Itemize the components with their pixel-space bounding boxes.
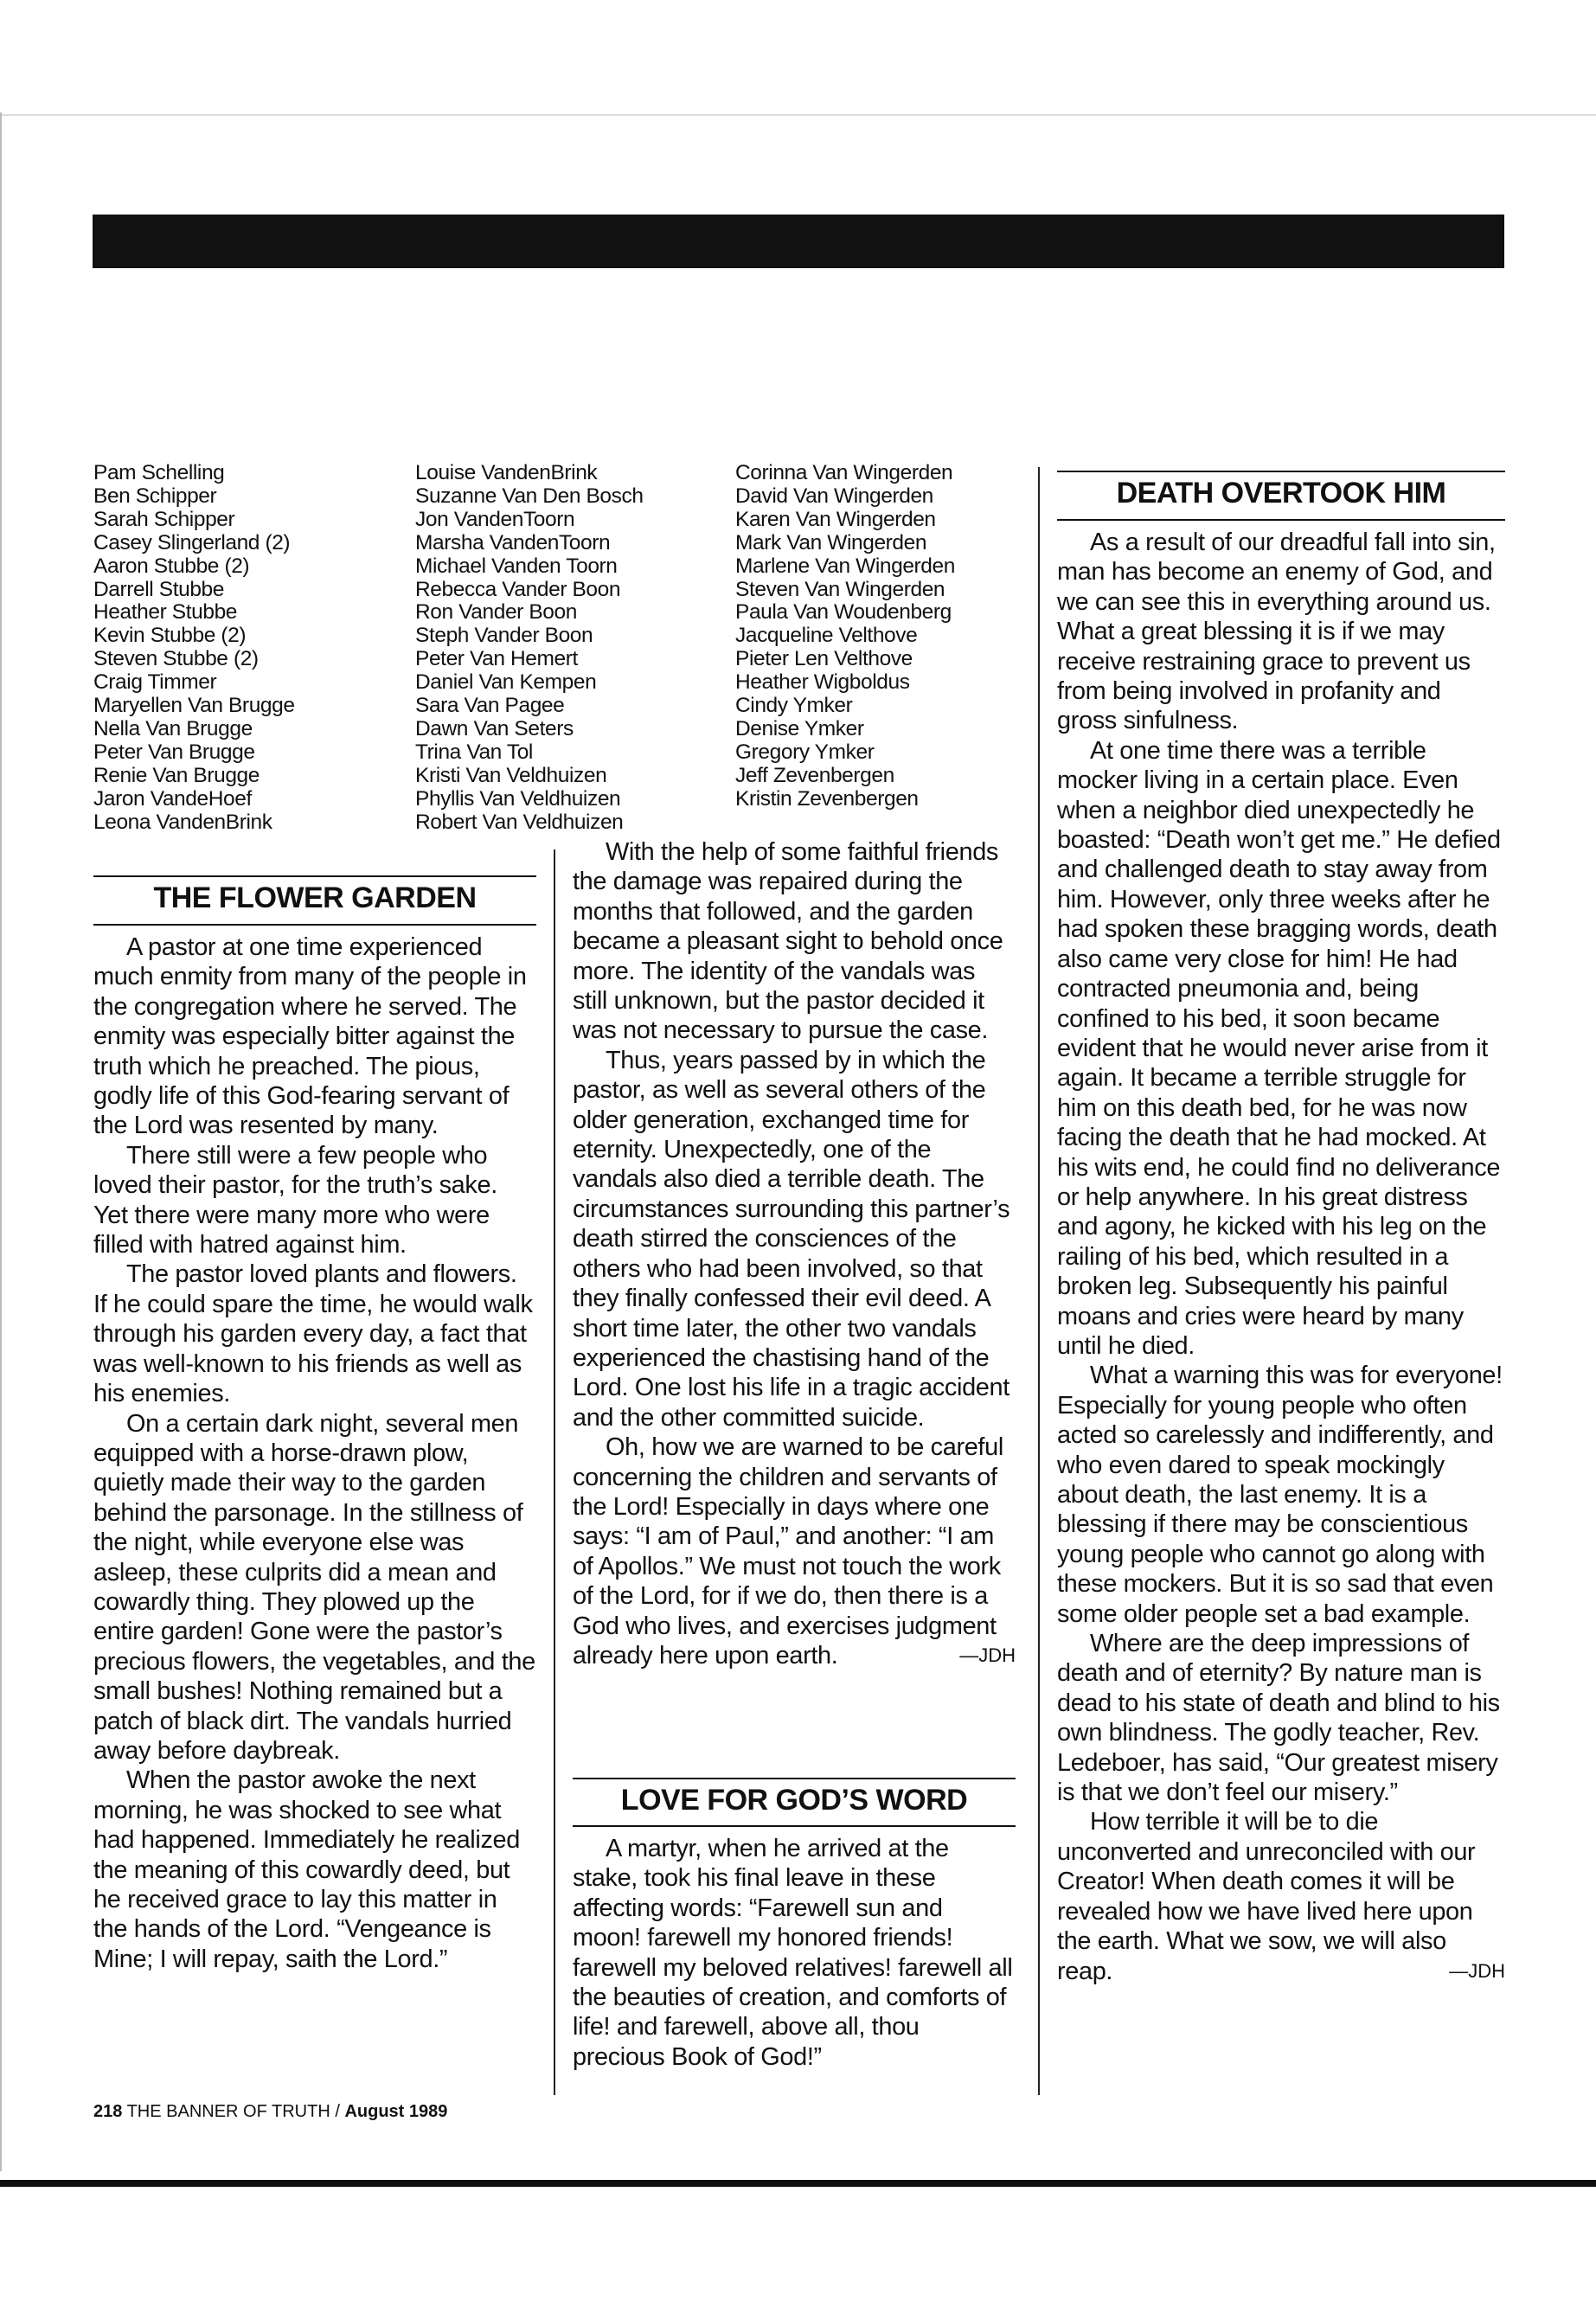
rule-flower-top — [93, 875, 536, 877]
list-item: Pieter Len Velthove — [735, 647, 913, 671]
page-footer — [93, 2102, 447, 2122]
list-item: Robert Van Veldhuizen — [415, 810, 624, 834]
list-item: Casey Slingerland (2) — [93, 530, 291, 554]
paragraph: At one time there was a terrible mocker living in a certain place. Even when a neighbor died unexpectedly he boasted: “Death won’t get me.” He defied and challenged death to stay away from him. However, only three weeks after he had spoken these bragging words, death also came very close for him! He had contracted pneumonia and, being confined to his bed, it soon became evident that he would never arise from it again. It became a terrible struggle for him on this death bed, for he was now facing the death that he had mocked. At his wits end, he could find no deliverance or help anywhere. In his great distress and agony, he kicked with his leg on the railing of his bed, which resulted in a broken leg. Subsequently his painful moans and cries were heard by many until he died. — [1057, 736, 1501, 1360]
headline-death-overtook-him: DEATH OVERTOOK HIM — [1116, 477, 1446, 510]
list-item: Karen Van Wingerden — [735, 507, 936, 531]
page-edge-bottom — [0, 2180, 1596, 2187]
paragraph: There still were a few people who loved their pastor, for the truth’s sake. Yet there were many more who were filled with hatred against him. — [93, 1141, 497, 1259]
list-item: Peter Van Hemert — [415, 647, 578, 671]
paragraph-text: How terrible it will be to die unconverted and unreconciled with our Creator! When death comes it will be revealed how we have lived here upon the earth. What we sow, we will also reap. — [1057, 1808, 1476, 1985]
list-item: Ron Vander Boon — [415, 600, 577, 625]
list-item: Jon VandenToorn — [415, 507, 575, 531]
list-item: Phyllis Van Veldhuizen — [415, 786, 621, 811]
list-item: Daniel Van Kempen — [415, 670, 597, 695]
paragraph: On a certain dark night, several men equipped with a horse-drawn plow, quietly made their way to the garden behind the parsonage. In the stillness of the night, while everyone else was asleep, these culprits did a mean and cowardly thing. They plowed up the entire garden! Gone were the pastor’s precious flowers, the vegetables, and the small bushes! Nothing remained but a patch of black dirt. The vandals hurried away before daybreak. — [93, 1409, 535, 1765]
page-edge-top — [0, 114, 1596, 116]
signoff-flower: —JDH — [959, 1644, 1016, 1666]
list-item: Leona VandenBrink — [93, 810, 272, 834]
list-item: Rebecca Vander Boon — [415, 577, 621, 601]
names-column-3 — [735, 462, 955, 811]
list-item: Craig Timmer — [93, 670, 217, 695]
paragraph: As a result of our dreadful fall into sin, man has become an enemy of God, and we can see this in everything around us. What a great blessing it is if we may receive restraining grace to prevent us from being involved in profanity and gross sinfulness. — [1057, 529, 1496, 735]
column-rule-right — [1038, 467, 1040, 2095]
paragraph: A pastor at one time experienced much enmity from many of the people in the congregation where he served. The enmity was especially bitter against the truth which he preached. The pious, godly life of this God-fearing servant of the Lord was resented by many. — [93, 933, 527, 1140]
paragraph-text: Oh, how we are warned to be careful concerning the children and servants of the Lord! Especially in days where one says: “I am of Paul,” and another: “I am of Apollos.” We must not touch the work of the Lord, for if we do, then there is a God who lives, and exercises judgment already here upon earth. — [573, 1433, 1003, 1670]
paragraph: A martyr, when he arrived at the stake, took his final leave in these affecting words: “Farewell sun and moon! farewell my honored friends! farewell my beloved relatives! farewell all the beauties of creation, and comforts of life! and farewell, above all, thou precious Book of God!” — [573, 1835, 1013, 2071]
list-item: Kristin Zevenbergen — [735, 786, 919, 811]
paragraph: What a warning this was for everyone! Especially for young people who often acted so carelessly and indifferently, and who even dared to speak mockingly about death, the last enemy. It is a blessing if there may be conscientious young people who cannot go along with these mockers. But it is so sad that even some older people set a bad example. — [1057, 1362, 1503, 1628]
list-item: Aaron Stubbe (2) — [93, 554, 250, 578]
list-item: Kristi Van Veldhuizen — [415, 763, 607, 787]
list-item: Steven Van Wingerden — [735, 577, 945, 601]
list-item: Dawn Van Seters — [415, 716, 574, 740]
list-item: Kevin Stubbe (2) — [93, 624, 247, 648]
list-item: Marsha VandenToorn — [415, 530, 611, 554]
paragraph: Where are the deep impressions of death and of eternity? By nature man is dead to his state of death and blind to his own blindness. The godly teacher, Rev. Ledeboer, has said, “Our greatest misery is that we don’t feel our misery.” — [1057, 1630, 1500, 1807]
list-item: Marlene Van Wingerden — [735, 554, 955, 578]
rule-death-top — [1057, 471, 1505, 472]
list-item: Corinna Van Wingerden — [735, 461, 953, 484]
list-item: Michael Vanden Toorn — [415, 554, 618, 578]
paragraph: When the pastor awoke the next morning, he was shocked to see what had happened. Immediately he realized the meaning of this cowardly deed, but he received grace to lay this matter in the hands of the Lord. “Vengeance is Mine; I will repay, saith the Lord.” — [93, 1766, 520, 1973]
list-item: Mark Van Wingerden — [735, 530, 927, 554]
paragraph: The pastor loved plants and flowers. If he could spare the time, he would walk through his garden every day, a fact that was well-known to his friends as well as his enemies. — [93, 1260, 533, 1408]
issue-date: August 1989 — [344, 2102, 448, 2121]
list-item: Cindy Ymker — [735, 694, 853, 718]
names-column-1 — [93, 462, 295, 835]
list-item: Peter Van Brugge — [93, 740, 255, 764]
list-item: Pam Schelling — [93, 461, 225, 484]
magazine-title: THE BANNER OF TRUTH / — [126, 2102, 340, 2121]
list-item: Renie Van Brugge — [93, 763, 260, 787]
list-item: Jeff Zevenbergen — [735, 763, 894, 787]
list-item: Sara Van Pagee — [415, 694, 565, 718]
signoff-death: —JDH — [1449, 1959, 1505, 1982]
page-edge-left — [0, 112, 2, 2171]
names-column-2 — [415, 462, 644, 835]
paragraph — [573, 1433, 1016, 1670]
list-item: Louise VandenBrink — [415, 461, 598, 484]
list-item: Darrell Stubbe — [93, 577, 225, 601]
header-bar — [93, 215, 1504, 268]
rule-death-bottom — [1057, 519, 1505, 521]
list-item: Jacqueline Velthove — [735, 624, 918, 648]
column-rule-left — [554, 849, 555, 2095]
list-item: Maryellen Van Brugge — [93, 694, 295, 718]
list-item: Suzanne Van Den Bosch — [415, 484, 644, 508]
list-item: Denise Ymker — [735, 716, 864, 740]
page-number: 218 — [93, 2102, 123, 2121]
list-item: Steven Stubbe (2) — [93, 647, 259, 671]
headline-love-for-gods-word: LOVE FOR GOD’S WORD — [620, 1784, 968, 1817]
paragraph: Thus, years passed by in which the pastor, as well as several others of the older generation, exchanged time for eternity. Unexpectedly, one of the vandals also died a terrible death. The circumstances surrounding this partner’s death stirred the consciences of the others who had been involved, so that they finally confessed their evil deed. A short time later, the other two vandals experienced the chastising hand of the Lord. One lost his life in a tragic accident and the other committed suicide. — [573, 1046, 1010, 1432]
list-item: Nella Van Brugge — [93, 716, 253, 740]
article-death-overtook-him — [1057, 528, 1505, 1986]
list-item: David Van Wingerden — [735, 484, 933, 508]
list-item: Heather Stubbe — [93, 600, 238, 625]
list-item: Sarah Schipper — [93, 507, 235, 531]
headline-flower-garden: THE FLOWER GARDEN — [153, 881, 477, 914]
article-flower-col2 — [573, 837, 1016, 1670]
rule-love-top — [573, 1778, 1016, 1779]
page-margin-top — [0, 0, 1596, 112]
list-item: Heather Wigboldus — [735, 670, 910, 695]
article-flower-col1 — [93, 933, 536, 1974]
article-love-for-gods-word — [573, 1834, 1016, 2072]
list-item: Jaron VandeHoef — [93, 786, 252, 811]
list-item: Gregory Ymker — [735, 740, 875, 764]
list-item: Paula Van Woudenberg — [735, 600, 952, 625]
paragraph: With the help of some faithful friends the damage was repaired during the months that followed, and the garden became a pleasant sight to behold once more. The identity of the vandals was still unknown, but the pastor decided it was not necessary to pursue the case. — [573, 838, 1003, 1045]
rule-flower-bottom — [93, 924, 536, 926]
list-item: Steph Vander Boon — [415, 624, 593, 648]
rule-love-bottom — [573, 1825, 1016, 1827]
list-item: Ben Schipper — [93, 484, 217, 508]
list-item: Trina Van Tol — [415, 740, 533, 764]
paragraph — [1057, 1807, 1505, 1985]
